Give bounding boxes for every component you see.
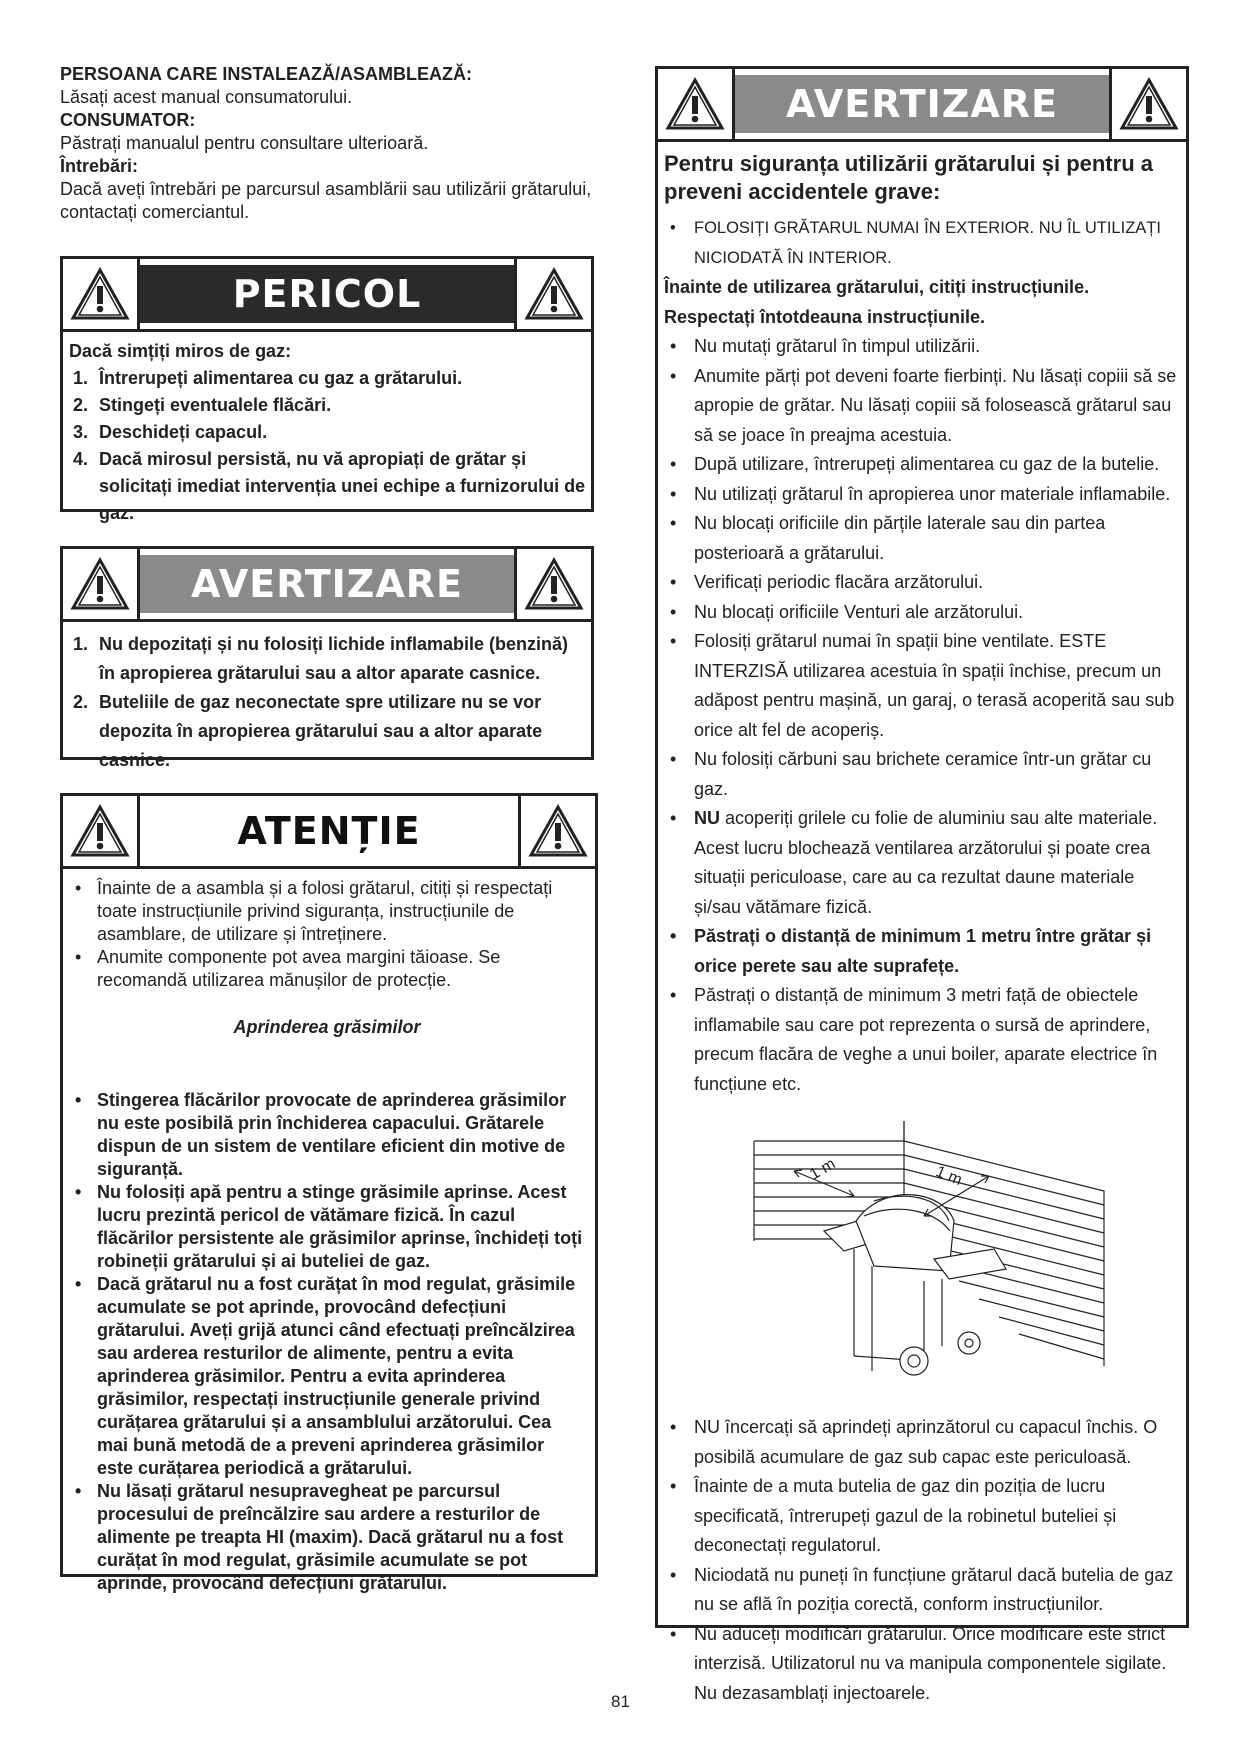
warning-title: AVERTIZARE [140, 555, 514, 613]
danger-lead: Dacă simțiți miros de gaz: [69, 341, 292, 361]
list-item: • Folosiți grătarul numai în spații bine ventilate. ESTE INTERZISĂ utilizarea acestuia în spații închise, precum un adăpost pentru mașină, un garaj, o terasă acoperită sau sub orice alt fel de acoperiș. [664, 627, 1178, 745]
list-item: • Anumite componente pot avea margini tăioase. Se recomandă utilizarea mănușilor de protecție. [69, 946, 585, 992]
list-item: • Nu folosiți cărbuni sau brichete ceramice într-un grătar cu gaz. [664, 745, 1178, 804]
list-item: • Nu utilizați grătarul în apropierea unor materiale inflamabile. [664, 480, 1178, 510]
warning-triangle-icon [518, 796, 595, 866]
list-item: • Nu aduceți modificări grătarului. Orice modificare este strict interzisă. Utilizatorul nu va manipula componentele sigilate. Nu dezasamblați injectoarele. [664, 1620, 1178, 1709]
list-item: 3. Deschideți capacul. [73, 422, 268, 442]
warning-title: AVERTIZARE [735, 75, 1109, 133]
list-item: • NU acoperiți grilele cu folie de aluminiu sau alte materiale. Acest lucru blochează ventilarea arzătorului și poate crea situații periculoase, care au ca rezultat daune materiale și/sau vătămare fizică. [664, 804, 1178, 922]
list-item: • Nu lăsați grătarul nesupravegheat pe parcursul procesului de preîncălzire sau ardere a resturilor de alimente pe treapta HI (maxim). Dacă grătarul nu a fost curățat în mod regulat, grăsimile acumulate se pot aprinde, provocând defecțiuni grătarului. [69, 1480, 585, 1595]
list-item: • NU încercați să aprindeți aprinzătorul cu capacul închis. O posibilă acumulare de gaz sub capac este periculoasă. [664, 1413, 1178, 1472]
danger-header [63, 259, 591, 332]
list-item: • Nu blocați orificiile Venturi ale arzătorului. [664, 598, 1178, 628]
warning-triangle-icon [1109, 69, 1186, 139]
list-item: • FOLOSIȚI GRĂTARUL NUMAI ÎN EXTERIOR. NU ÎL UTILIZAȚI NICIODATĂ ÎN INTERIOR. [664, 214, 1178, 273]
consumer-text: Păstrați manualul pentru consultare ulterioară. [60, 133, 429, 153]
danger-box [60, 256, 594, 523]
page-number: 81 [611, 1692, 630, 1711]
warning-box-left [60, 546, 594, 770]
list-item: • Nu blocați orificiile din părțile laterale sau din partea posterioară a grătarului. [664, 509, 1178, 568]
consumer-label: CONSUMATOR: [60, 110, 196, 130]
installer-label: PERSOANA CARE INSTALEAZĂ/ASAMBLEAZĂ: [60, 64, 472, 84]
questions-label: Întrebări: [60, 156, 139, 176]
list-item: 4. Dacă mirosul persistă, nu vă apropiați de grătar și solicitați imediat intervenția unei echipe a furnizorului de gaz. [73, 449, 586, 523]
warning-body [63, 622, 591, 775]
list-item: • Nu mutați grătarul în timpul utilizării. [664, 332, 1178, 362]
list-item: 2. Buteliile de gaz neconectate spre utilizare nu se vor depozita în apropierea grătarului sau a altor aparate casnice. [73, 692, 543, 770]
caution-box [60, 793, 598, 1593]
list-item: • Anumite părți pot deveni foarte fierbinți. Nu lăsați copiii să se apropie de grătar. Nu lăsați copiii să folosească grătarul sau să se joace în preajma acestuia. [664, 362, 1178, 451]
list-item: • Verificați periodic flacăra arzătorului. [664, 568, 1178, 598]
warning-triangle-icon [63, 796, 140, 866]
caution-body [63, 869, 595, 1595]
list-item: • Înainte de a asambla și a folosi grătarul, citiți și respectați toate instrucțiunile privind siguranța, instrucțiunile de asamblare, de utilizare și întreținere. [69, 877, 585, 946]
installer-text: Lăsați acest manual consumatorului. [60, 87, 353, 107]
warning-header [658, 69, 1186, 142]
list-item: • Nu folosiți apă pentru a stinge grăsimile aprinse. Acest lucru prezintă pericol de vătămare fizică. În cazul flăcărilor persistente ale grăsimilor aprinse, închideți toți robineții grătarului și ai buteliei de gaz. [69, 1181, 585, 1273]
warning-triangle-icon [514, 259, 591, 329]
caution-header [63, 796, 595, 869]
warning-triangle-icon [514, 549, 591, 619]
warning-triangle-icon [63, 259, 140, 329]
warning-header [63, 549, 591, 622]
list-item: • Niciodată nu puneți în funcțiune grătarul dacă butelia de gaz nu se află în poziția corectă, conform instrucțiunilor. [664, 1561, 1178, 1620]
warning-triangle-icon [658, 69, 735, 139]
warning-box-right [655, 66, 1189, 1703]
list-item: • Păstrați o distanță de minimum 3 metri față de obiectele inflamabile sau care pot reprezenta o sursă de aprindere, precum flacăra de veghe a unui boiler, aparate electrice în funcțiune etc. [664, 981, 1178, 1099]
questions-text: Dacă aveți întrebări pe parcursul asamblării sau utilizării grătarului, contactați comerciantul. [60, 179, 592, 222]
grill-clearance-figure [744, 1121, 1114, 1391]
caution-title: ATENȚIE [140, 796, 518, 866]
safety-intro: Pentru siguranța utilizării grătarului și pentru a preveni accidentele grave: [664, 151, 1153, 204]
danger-title: PERICOL [140, 265, 514, 323]
danger-body [63, 332, 591, 527]
list-item: • Dacă grătarul nu a fost curățat în mod regulat, grăsimile acumulate se pot aprinde, provocând defecțiuni grătarului. Aveți grijă atunci când efectuați preîncălzirea sau arderea resturilor de alimente, pentru a evita aprinderea grăsimilor. Pentru a evita aprinderea grăsimilor, respectați instrucțiunile generale privind curățarea grătarului și a ansamblului arzătorului. Cea mai bună metodă de a preveni aprinderea grăsimilor este curățarea periodică a grătarului. [69, 1273, 585, 1480]
list-item: • Înainte de a muta butelia de gaz din poziția de lucru specificată, întrerupeți gazul de la robinetul buteliei și deconectați regulatorul. [664, 1472, 1178, 1561]
read-instructions-note: Înainte de utilizarea grătarului, citiți instrucțiunile. Respectați întotdeauna instrucțiunile. [664, 277, 1090, 327]
intro-block [60, 63, 620, 224]
list-item: 2. Stingeți eventualele flăcări. [73, 395, 332, 415]
warning-right-body [658, 142, 1186, 1708]
list-item: • Păstrați o distanță de minimum 1 metru între grătar și orice perete sau alte suprafețe. [664, 922, 1178, 981]
list-item: • După utilizare, întrerupeți alimentarea cu gaz de la butelie. [664, 450, 1178, 480]
list-item: 1. Nu depozitați și nu folosiți lichide inflamabile (benzină) în apropierea grătarului sau a altor aparate casnice. [73, 634, 569, 683]
warning-triangle-icon [63, 549, 140, 619]
left-clearance-label: 1 m [806, 1155, 839, 1184]
right-clearance-label: 1 m [933, 1163, 965, 1189]
list-item: 1. Întrerupeți alimentarea cu gaz a grătarului. [73, 368, 463, 388]
grease-fire-subtitle: Aprinderea grăsimilor [233, 1017, 421, 1037]
list-item: • Stingerea flăcărilor provocate de aprinderea grăsimilor nu este posibilă prin închiderea capacului. Grătarele dispun de un sistem de ventilare eficient din motive de siguranță. [69, 1089, 585, 1181]
